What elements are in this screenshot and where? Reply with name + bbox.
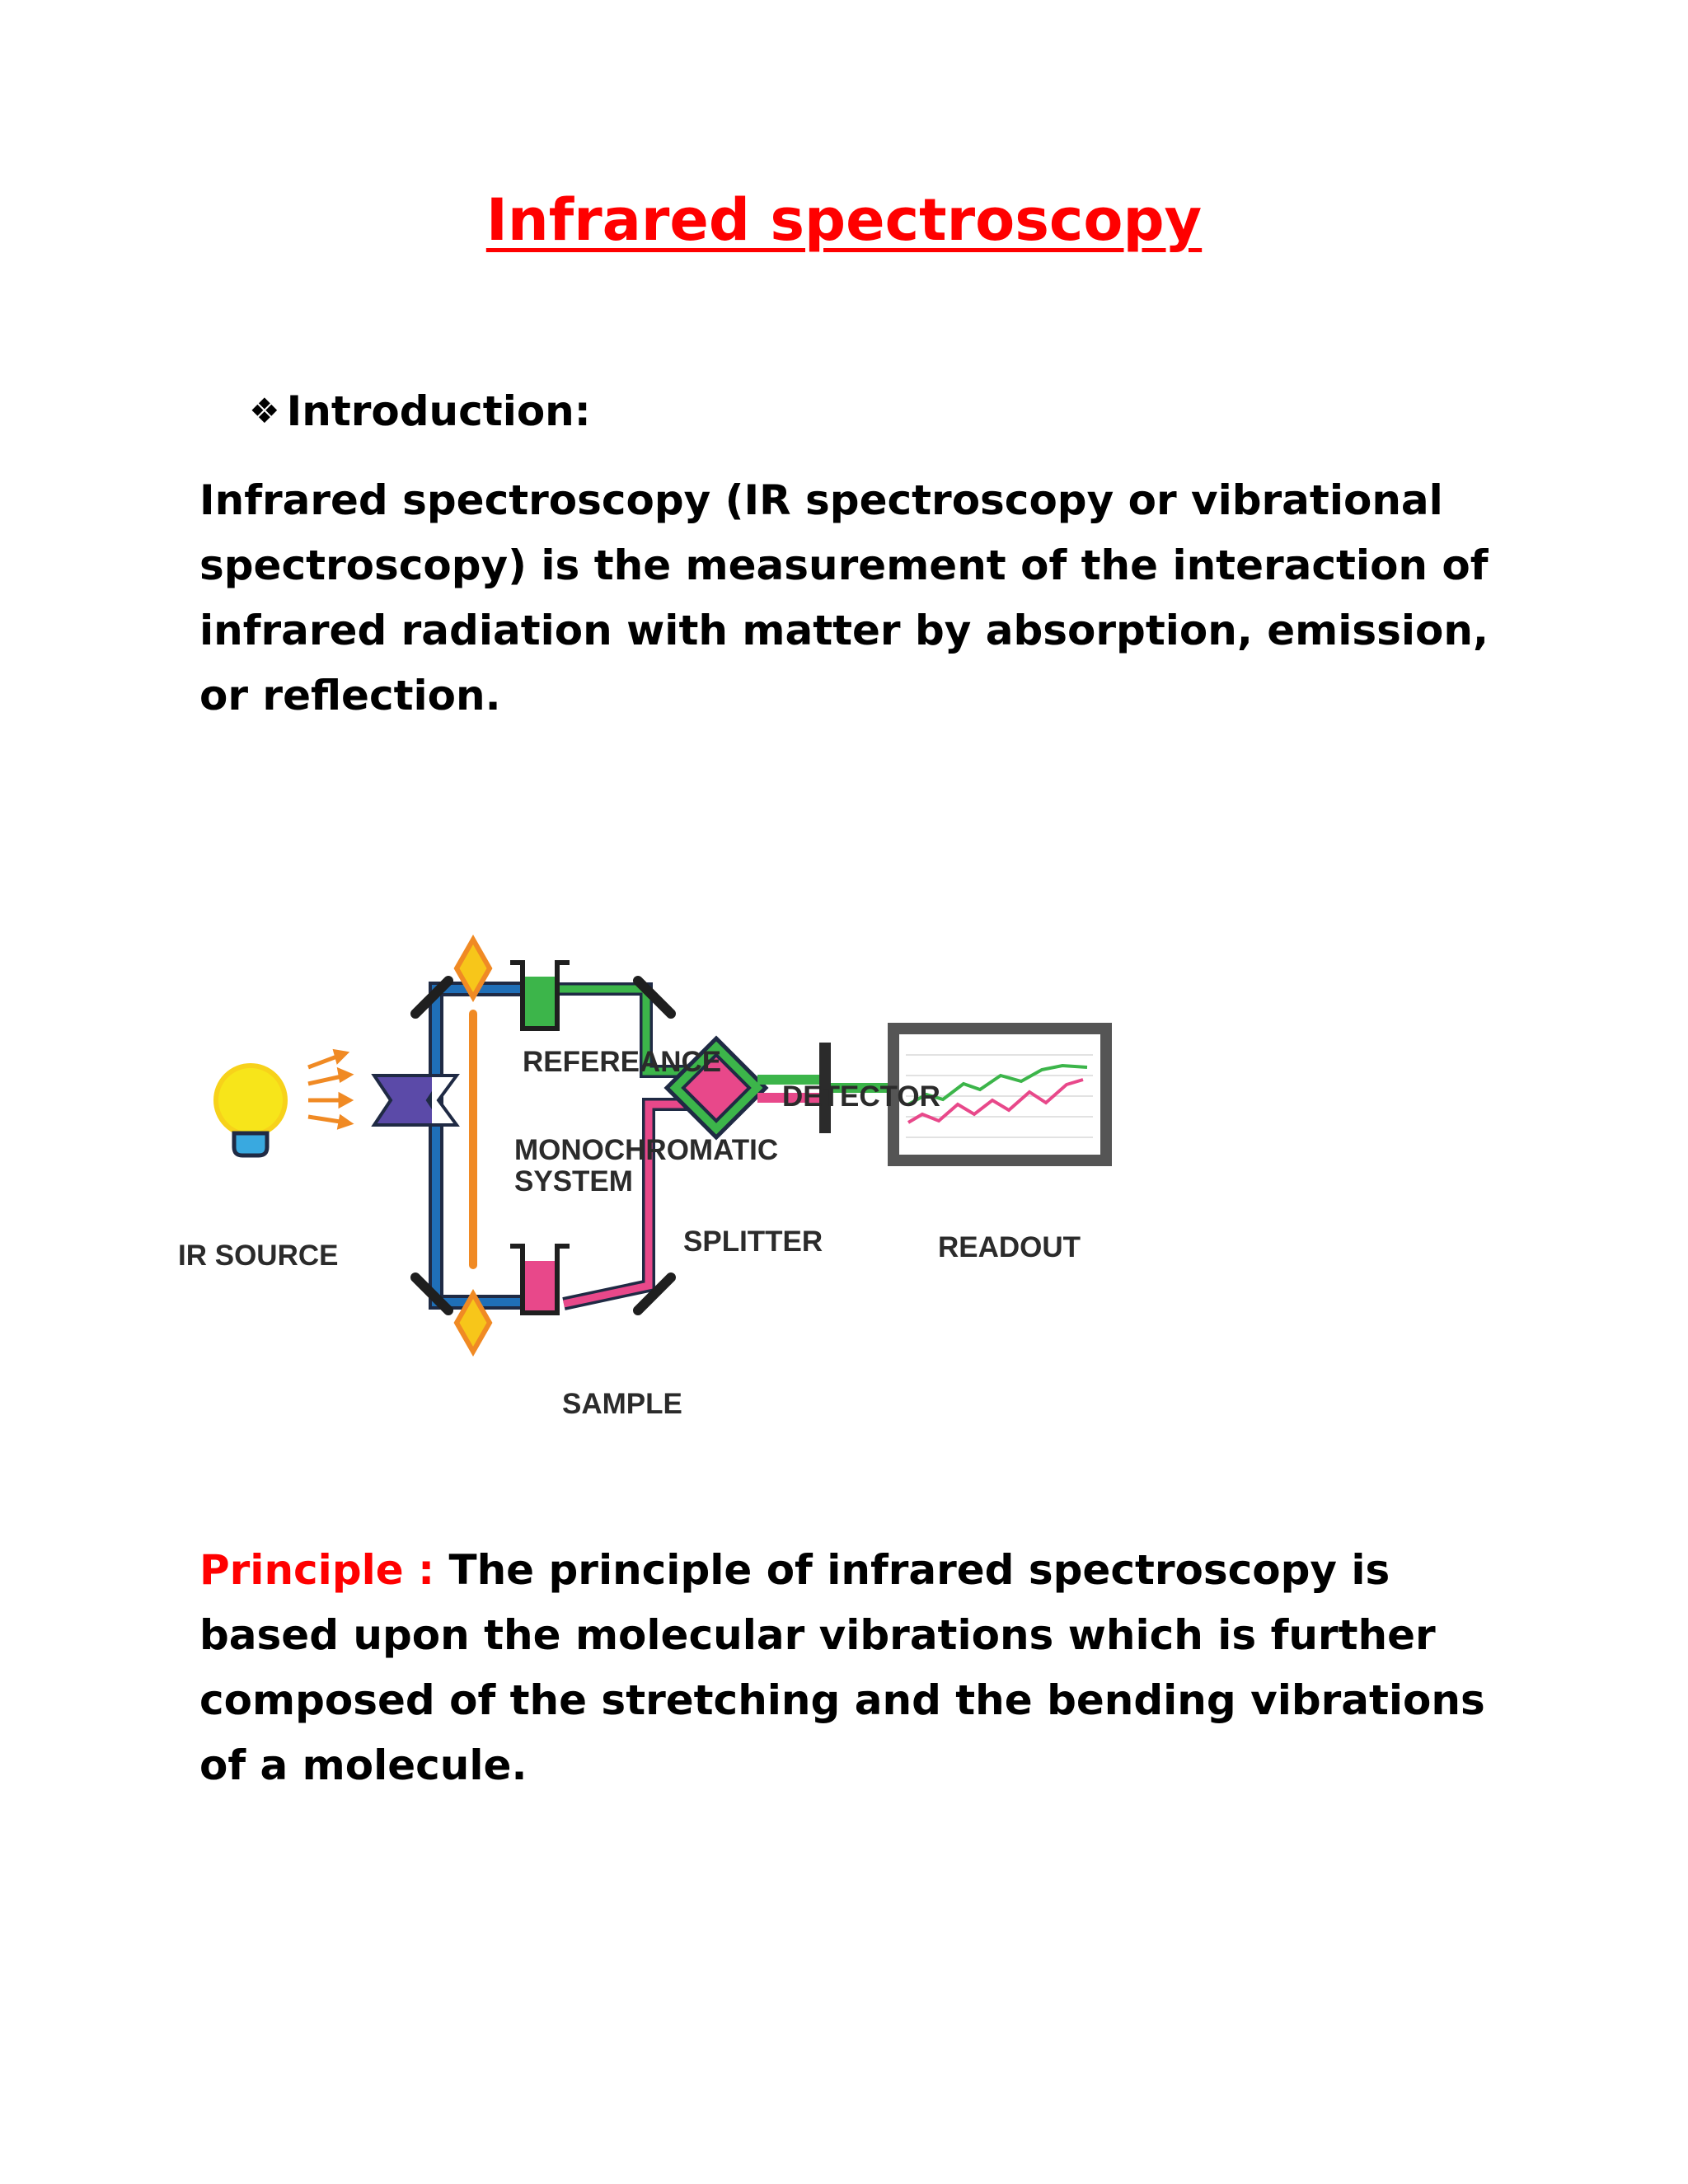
ir-rays-icon	[308, 1052, 349, 1127]
blue-beam-path	[436, 989, 523, 1302]
prism-outline	[432, 1076, 457, 1125]
label-system: SYSTEM	[514, 1165, 633, 1197]
label-monochromatic: MONOCHROMATIC	[514, 1134, 779, 1166]
label-readout: READOUT	[938, 1231, 1081, 1263]
introduction-heading	[249, 382, 591, 440]
principle-text: The principle of infrared spectroscopy is based upon the molecular vibrations which is further composed of the stretching and the bending vibrations of a molecule.	[199, 1546, 1485, 1789]
label-ir-source: IR SOURCE	[178, 1240, 339, 1272]
label-reference: REFEREANCE	[523, 1046, 722, 1078]
label-splitter: SPLITTER	[683, 1226, 823, 1258]
page-title-text: Infrared spectroscopy	[485, 186, 1203, 254]
ir-spectrometer-diagram	[176, 898, 1347, 1459]
principle-label: Principle :	[199, 1546, 449, 1594]
label-detector-top: DETECTOR	[782, 1080, 940, 1113]
page-title	[0, 183, 1688, 257]
sample-cell-liquid	[523, 1261, 557, 1312]
introduction-heading-text: Introduction:	[286, 387, 591, 435]
ir-source-bulb-icon	[216, 1066, 285, 1135]
blue-beam-path-inner	[436, 989, 523, 1302]
diamond-bullet-icon: ❖	[249, 391, 280, 431]
reference-cell-liquid	[523, 977, 557, 1028]
ir-source-base	[234, 1133, 267, 1155]
introduction-paragraph: Infrared spectroscopy (IR spectroscopy or vibrational spectroscopy) is the measurement of the interaction of infrared radiation with matter by absorption, emission, or reflection.	[199, 476, 1489, 719]
label-sample: SAMPLE	[562, 1388, 682, 1420]
principle-paragraph	[199, 1538, 1493, 1798]
